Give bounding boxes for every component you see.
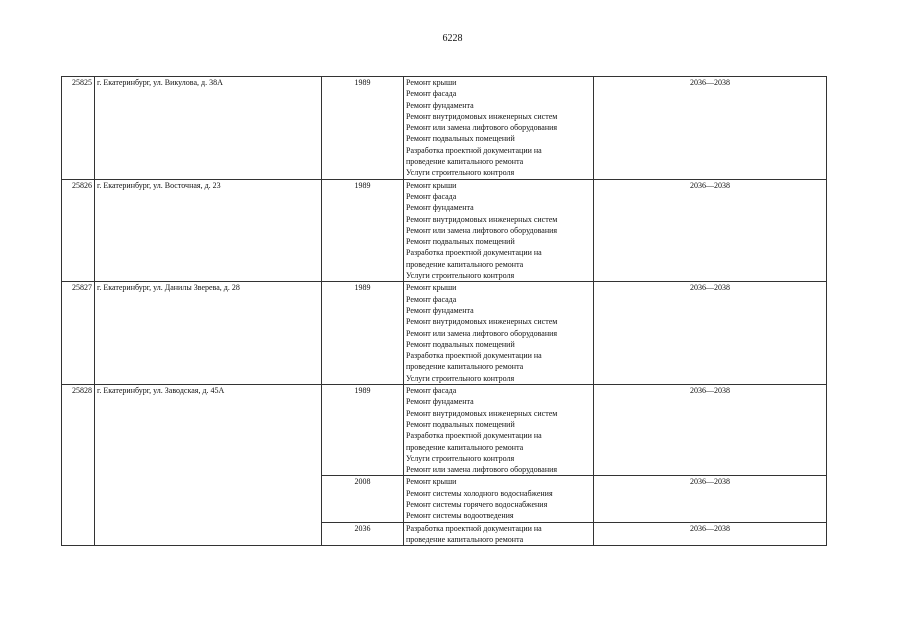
work-item: Услуги строительного контроля xyxy=(406,168,515,178)
work-item: Ремонт крыши xyxy=(406,78,457,87)
work-item: Ремонт или замена лифтового оборудования xyxy=(406,225,558,235)
work-item: Ремонт фундамента xyxy=(406,305,474,315)
table-row xyxy=(62,179,827,282)
works-cell xyxy=(404,522,594,546)
work-item: проведение капитального ремонта xyxy=(406,259,524,269)
work-item: Услуги строительного контроля xyxy=(406,453,515,463)
work-item: Ремонт крыши xyxy=(406,283,457,293)
year-cell: 1989 xyxy=(322,179,404,282)
works-cell xyxy=(404,77,594,180)
period-cell: 2036—2038 xyxy=(594,179,827,282)
work-item: Ремонт системы горячего водоснабжения xyxy=(406,499,548,509)
work-item: Разработка проектной документации на xyxy=(406,431,542,441)
work-item: Услуги строительного контроля xyxy=(406,373,515,383)
building-address: г. Екатеринбург, ул. Викулова, д. 38А xyxy=(95,77,322,180)
work-item: Разработка проектной документации на xyxy=(406,145,542,155)
work-item: проведение капитального ремонта xyxy=(406,534,524,544)
work-item: Ремонт фасада xyxy=(406,386,457,396)
work-item: Разработка проектной документации на xyxy=(406,351,542,361)
work-item: Разработка проектной документации на xyxy=(406,248,542,258)
works-cell xyxy=(404,476,594,522)
work-item: Разработка проектной документации на xyxy=(406,523,542,533)
work-item: Ремонт фасада xyxy=(406,191,457,201)
period-cell: 2036—2038 xyxy=(594,476,827,522)
works-cell xyxy=(404,385,594,476)
table-row xyxy=(62,385,827,476)
work-item: проведение капитального ремонта xyxy=(406,442,524,452)
building-address: г. Екатеринбург, ул. Данилы Зверева, д. 28 xyxy=(95,282,322,385)
registry-body xyxy=(62,77,827,546)
work-item: Ремонт крыши xyxy=(406,180,457,190)
work-item: Ремонт системы водоотведения xyxy=(406,511,514,521)
work-item: Ремонт внутридомовых инженерных систем xyxy=(406,111,558,121)
work-item: Ремонт подвальных помещений xyxy=(406,134,515,144)
work-item: Ремонт фундамента xyxy=(406,203,474,213)
work-item: Услуги строительного контроля xyxy=(406,271,515,281)
table-row xyxy=(62,282,827,385)
work-item: Ремонт фундамента xyxy=(406,397,474,407)
year-cell: 2036 xyxy=(322,522,404,546)
work-item: Ремонт или замена лифтового оборудования xyxy=(406,328,558,338)
period-cell: 2036—2038 xyxy=(594,282,827,385)
work-item: проведение капитального ремонта xyxy=(406,362,524,372)
period-cell: 2036—2038 xyxy=(594,77,827,180)
year-cell: 1989 xyxy=(322,77,404,180)
table-row xyxy=(62,77,827,180)
period-cell: 2036—2038 xyxy=(594,385,827,476)
year-cell: 1989 xyxy=(322,282,404,385)
building-number: 25826 xyxy=(62,179,95,282)
work-item: Ремонт внутридомовых инженерных систем xyxy=(406,317,558,327)
period-cell: 2036—2038 xyxy=(594,522,827,546)
year-cell: 1989 xyxy=(322,385,404,476)
building-number: 25828 xyxy=(62,385,95,546)
building-address: г. Екатеринбург, ул. Заводская, д. 45А xyxy=(95,385,322,546)
work-item: Ремонт крыши xyxy=(406,477,457,487)
works-cell xyxy=(404,282,594,385)
works-cell xyxy=(404,179,594,282)
work-item: Ремонт фасада xyxy=(406,294,457,304)
work-item: Ремонт фундамента xyxy=(406,100,474,110)
building-number: 25825 xyxy=(62,77,95,180)
year-cell: 2008 xyxy=(322,476,404,522)
work-item: Ремонт внутридомовых инженерных систем xyxy=(406,214,558,224)
work-item: Ремонт фасада xyxy=(406,89,457,99)
work-item: Ремонт подвальных помещений xyxy=(406,419,515,429)
work-item: Ремонт подвальных помещений xyxy=(406,339,515,349)
building-address: г. Екатеринбург, ул. Восточная, д. 23 xyxy=(95,179,322,282)
work-item: проведение капитального ремонта xyxy=(406,157,524,167)
work-item: Ремонт внутридомовых инженерных систем xyxy=(406,408,558,418)
registry-table xyxy=(61,76,827,546)
building-number: 25827 xyxy=(62,282,95,385)
page-number: 6228 xyxy=(442,33,463,44)
work-item: Ремонт подвальных помещений xyxy=(406,237,515,247)
work-item: Ремонт или замена лифтового оборудования xyxy=(406,123,558,133)
work-item: Ремонт или замена лифтового оборудования xyxy=(406,465,558,475)
work-item: Ремонт системы холодного водоснабжения xyxy=(406,488,553,498)
